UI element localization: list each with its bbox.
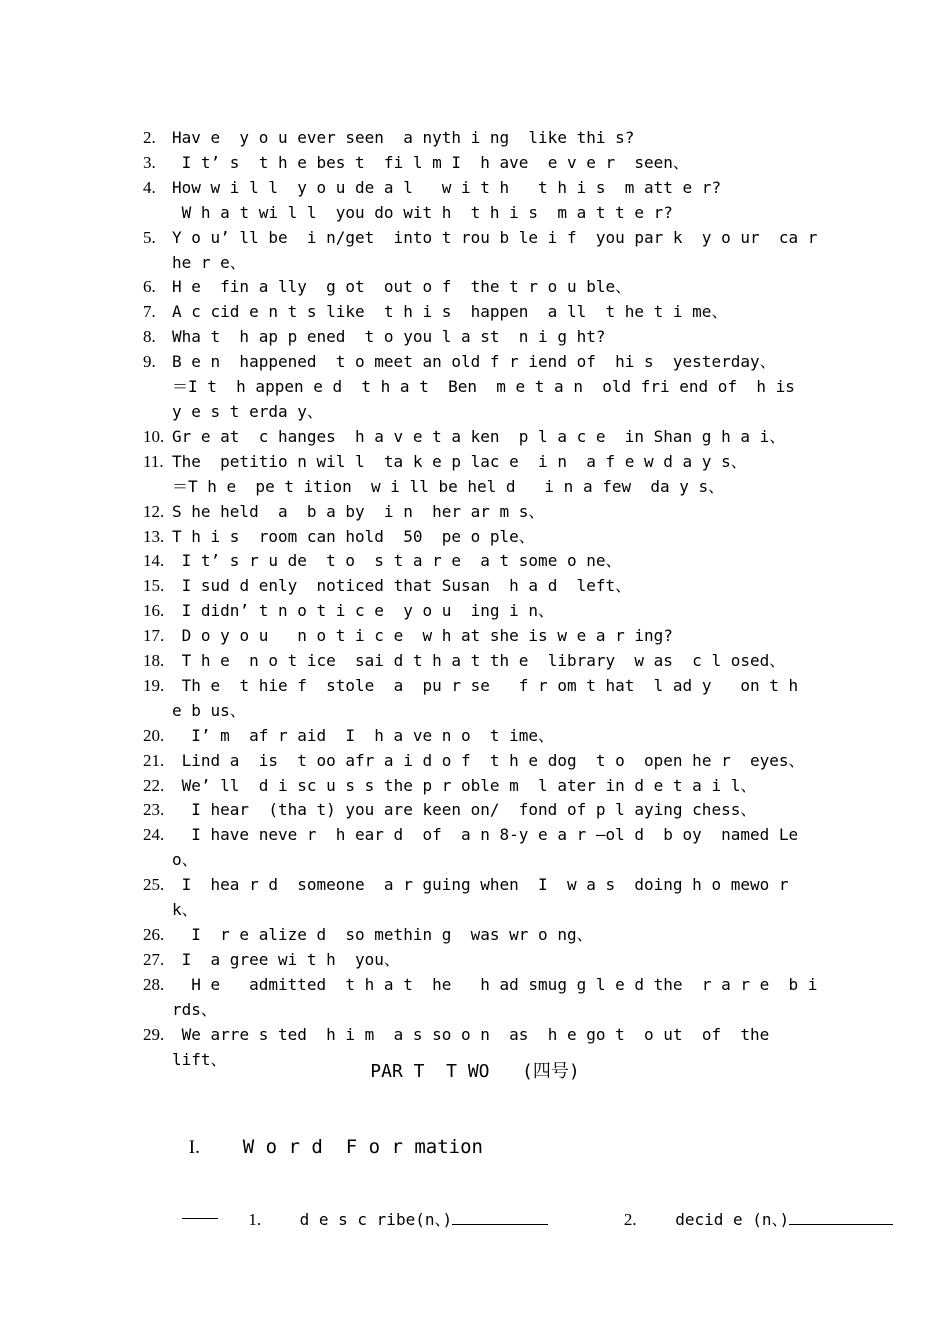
list-item (143, 425, 823, 450)
item-text-line: ＝I t h appen e d t h a t Ben m e t a n old fri end of h is (172, 377, 795, 397)
item-text (172, 649, 823, 674)
section-title: W o r d F o r mation (242, 1136, 483, 1158)
item-text (172, 525, 823, 550)
item-text-line: How w i l l y o u de a l w i t h t h i s m att e r? (172, 177, 722, 197)
item-number: 3. (143, 152, 156, 172)
item-text-line: I t’ s r u de t o s t a r e a t some o ne、 (172, 551, 622, 571)
item-text-line: ＝T h e pe t ition w i ll be hel d i n a few da y s、 (172, 476, 725, 496)
list-item (143, 325, 823, 350)
item-text-line: Y o u’ ll be i n/get into t rou b le i f you par k y o ur ca r (172, 227, 818, 247)
item-number: 20. (143, 725, 165, 745)
item-number: 7. (143, 302, 156, 322)
list-item (143, 525, 823, 550)
item-text-line: T h i s room can hold 50 pe o ple、 (172, 526, 535, 546)
list-item (143, 350, 823, 425)
item-text-line: I a gree wi t h you、 (172, 949, 400, 969)
item-text (172, 176, 823, 226)
list-item (143, 873, 823, 923)
item-text-line: S he held a b a by i n her ar m s、 (172, 501, 545, 521)
answer-blank[interactable] (452, 1206, 548, 1225)
item-text (172, 774, 823, 799)
item-text-line: The petitio n wil l ta k e p lac e i n a f e w d a y s、 (172, 451, 747, 471)
item-number: 18. (143, 651, 165, 671)
item-number: 10. (143, 426, 165, 446)
item-text-line: I sud d enly noticed that Susan h a d left、 (172, 576, 632, 596)
list-item (143, 574, 823, 599)
item-text (172, 973, 823, 1023)
item-text (172, 798, 823, 823)
item-number: 29. (143, 1024, 165, 1044)
list-item (143, 973, 823, 1023)
item-text-line: A c cid e n t s like t h i s happen a ll t he t i me、 (172, 302, 728, 322)
item-number: 13. (143, 526, 165, 546)
item-text-line: W h a t wi l l you do wit h t h i s m a t t e r? (172, 202, 673, 222)
item-text (172, 873, 823, 923)
item-number: 24. (143, 825, 165, 845)
list-item (143, 275, 823, 300)
item-number: 22. (143, 775, 165, 795)
item-text-line: y e s t erda y、 (172, 401, 323, 421)
item-text (172, 300, 823, 325)
item-number: 28. (143, 974, 165, 994)
item-text (172, 948, 823, 973)
list-item (143, 749, 823, 774)
list-item (143, 176, 823, 226)
item-text (172, 674, 823, 724)
list-item (143, 624, 823, 649)
item-text-line: I didn’ t n o t i c e y o u ing i n、 (172, 601, 555, 621)
item-text-line: e b us、 (172, 700, 246, 720)
item-text-line: he r e、 (172, 252, 246, 272)
item-text (172, 450, 823, 500)
exercise-number: 1. (248, 1210, 262, 1229)
list-item (143, 724, 823, 749)
item-number: 25. (143, 875, 165, 895)
item-number: 5. (143, 227, 156, 247)
list-item (143, 923, 823, 948)
item-text (172, 425, 823, 450)
list-item (143, 126, 823, 151)
exercise-prompt: d e s c ribe(n、) (299, 1210, 453, 1229)
item-text-line: Th e t hie f stole a pu r se f r om t hat l ad y on t h (172, 675, 799, 695)
list-item (143, 549, 823, 574)
item-number: 14. (143, 551, 165, 571)
item-number: 12. (143, 501, 165, 521)
item-text-line: Wha t h ap p ened t o you l a st n i g ht? (172, 327, 606, 347)
item-text-line: Hav e y o u ever seen a nyth i ng like thi s? (172, 128, 635, 147)
item-number: 8. (143, 327, 156, 347)
item-text (172, 500, 823, 525)
list-item (143, 599, 823, 624)
item-number: 6. (143, 277, 156, 297)
exercise-item (566, 1182, 893, 1256)
list-item (143, 948, 823, 973)
item-number: 9. (143, 352, 156, 372)
item-text (172, 724, 823, 749)
item-text-line: B e n happened t o meet an old f r iend of hi s yesterday、 (172, 352, 776, 372)
word-formation-exercises (152, 1158, 893, 1280)
item-text-line: T h e n o t ice sai d t h a t th e library w as c l osed、 (172, 651, 786, 671)
item-number: 27. (143, 949, 165, 969)
item-text-line: I have neve r h ear d of a n 8-y e a r —ol d b oy named Le (172, 825, 799, 845)
item-number: 19. (143, 675, 165, 695)
exercise-number: 2. (623, 1210, 637, 1229)
item-text-line: lift、 (172, 1049, 227, 1069)
item-text (172, 923, 823, 948)
item-number: 17. (143, 626, 165, 646)
item-text-line: o、 (172, 850, 198, 870)
item-text (172, 151, 823, 176)
item-text-line: Lind a is t oo afr a i d o f t h e dog t o open he r eyes、 (172, 750, 805, 770)
list-item (143, 226, 823, 276)
item-text (172, 624, 823, 649)
item-text (172, 226, 823, 276)
item-text (172, 749, 823, 774)
item-text-line: We arre s ted h i m a s so o n as h e go t o ut of the (172, 1024, 770, 1044)
item-number: 15. (143, 576, 165, 596)
item-number: 23. (143, 800, 165, 820)
list-item (143, 823, 823, 873)
list-item (143, 500, 823, 525)
list-item (143, 798, 823, 823)
list-item (143, 300, 823, 325)
item-text (172, 325, 823, 350)
item-text-line: H e admitted t h a t he h ad smug g l e d the r a r e b i (172, 974, 818, 994)
item-text-line: I t’ s t h e bes t fi l m I h ave e v e r seen、 (172, 152, 689, 172)
item-number: 11. (143, 451, 164, 471)
item-number: 4. (143, 177, 156, 197)
answer-blank[interactable] (182, 1200, 218, 1219)
item-text (172, 599, 823, 624)
sentence-list (143, 126, 823, 1072)
item-text-line: D o y o u n o t i c e w h at she is w e a r ing? (172, 626, 673, 646)
list-item (143, 450, 823, 500)
item-text (172, 574, 823, 599)
item-text (172, 823, 823, 873)
item-text (172, 549, 823, 574)
exercise-item (191, 1182, 549, 1256)
item-number: 21. (143, 750, 165, 770)
item-text-line: Gr e at c hanges h a v e t a ken p l a c e in Shan g h a i、 (172, 426, 786, 446)
item-text-line: I hear (tha t) you are keen on/ fond of p l aying chess、 (172, 800, 757, 820)
item-text (172, 126, 823, 151)
item-number: 16. (143, 601, 165, 621)
answer-blank-continuation (182, 1200, 218, 1223)
item-text-line: We’ ll d i sc u s s the p r oble m l ater in d e t a i l、 (172, 775, 757, 795)
list-item (143, 774, 823, 799)
item-text-line: I’ m af r aid I h a ve n o t ime、 (172, 725, 555, 745)
item-text (172, 275, 823, 300)
exercise-prompt: decid e (n、) (675, 1210, 790, 1229)
list-item (143, 649, 823, 674)
list-item (143, 674, 823, 724)
item-text-line: H e fin a lly g ot out o f the t r o u ble、 (172, 277, 632, 297)
part-title: PAR T T WO (四号) (370, 1061, 580, 1082)
item-number: 2. (143, 128, 156, 147)
item-text-line: I r e alize d so methin g was wr o ng、 (172, 925, 593, 944)
item-text-line: I hea r d someone a r guing when I w a s doing h o mewo r k、 (172, 875, 799, 920)
item-text (172, 350, 823, 425)
list-item (143, 151, 823, 176)
item-text-line: rds、 (172, 999, 217, 1019)
item-number: 26. (143, 925, 165, 944)
answer-blank[interactable] (789, 1206, 893, 1225)
section-number: I. (188, 1137, 200, 1158)
